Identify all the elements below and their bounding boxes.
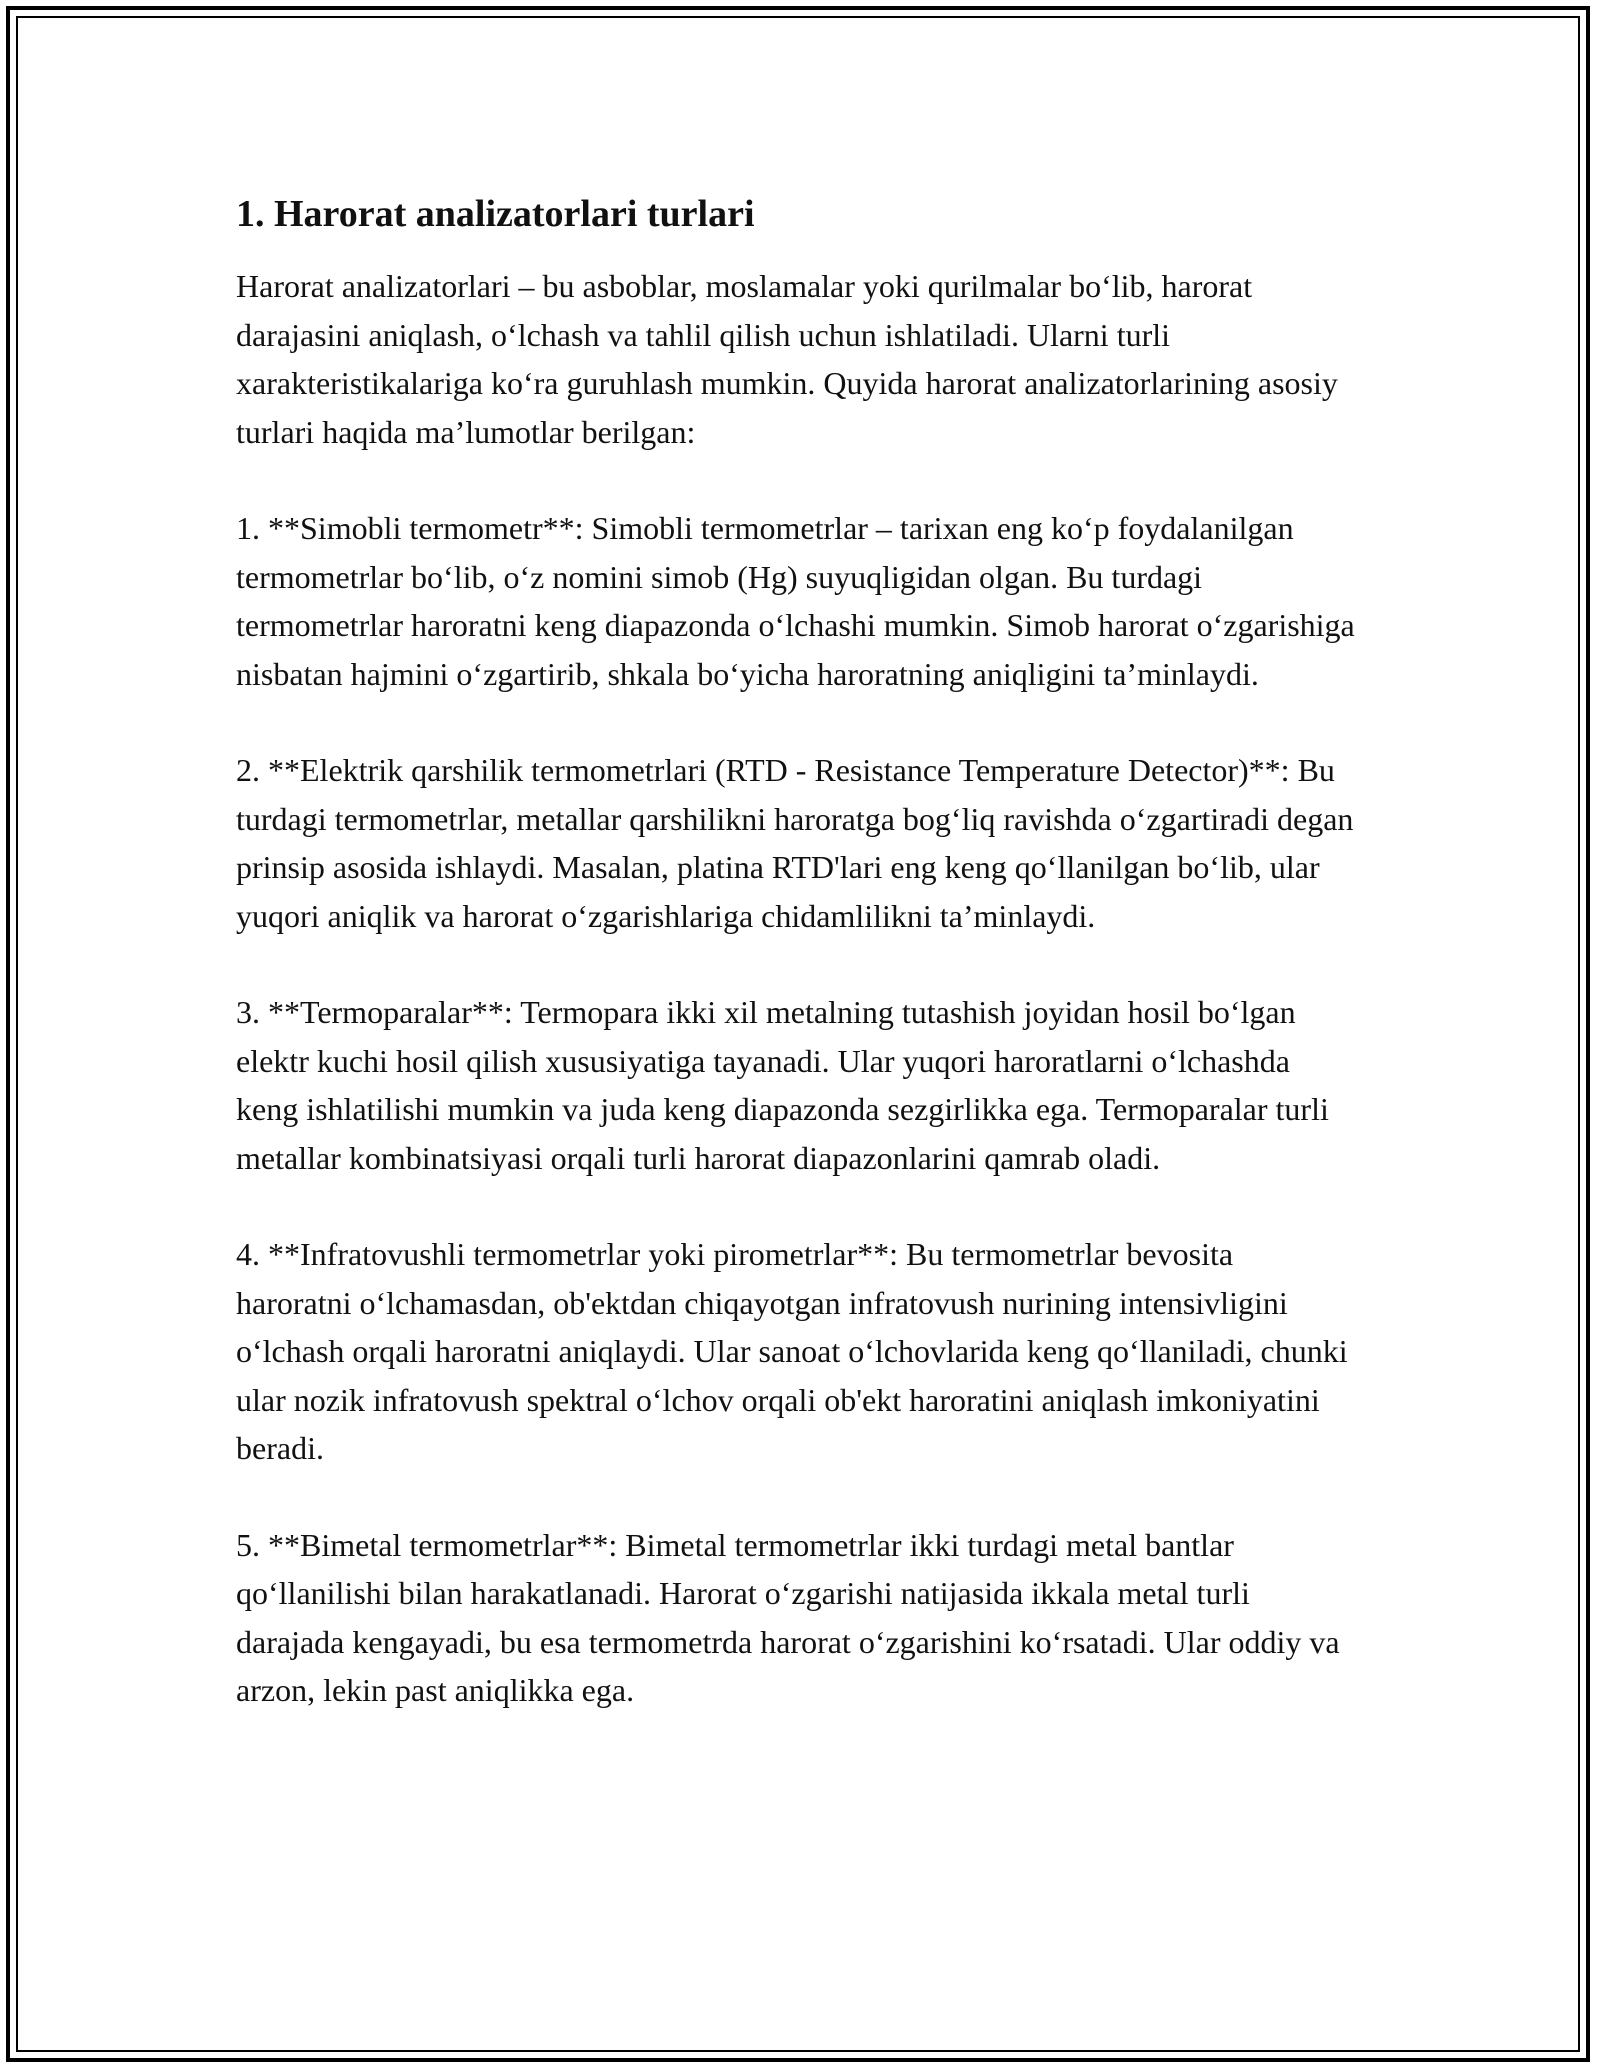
section-heading: 1. Harorat analizatorlari turlari <box>236 193 755 235</box>
list-item-bimetal-thermometers: 5. **Bimetal termometrlar**: Bimetal termometrlar ikki turdagi metal bantlar qo‘llanilishi bilan harakatlanadi. Harorat o‘zgarishi natijasida ikkala metal turli darajada kengayadi, bu esa termometrda harorat o‘zgarishini ko‘rsatadi. Ular oddiy va arzon, lekin past aniqlikka ega. <box>236 1526 1340 1708</box>
list-item-pyrometers: 4. **Infratovushli termometrlar yoki pirometrlar**: Bu termometrlar bevosita haroratni o‘lchamasdan, ob'ektdan chiqayotgan infratovush nurining intensivligini o‘lchash orqali haroratni aniqlaydi. Ular sanoat o‘lchovlarida keng qo‘llaniladi, chunki ular nozik infratovush spektral o‘lchov orqali ob'ekt haroratini aniqlash imkoniyatini beradi. <box>236 1236 1348 1466</box>
intro-paragraph: Harorat analizatorlari – bu asboblar, moslamalar yoki qurilmalar bo‘lib, harorat darajasini aniqlash, o‘lchash va tahlil qilish uchun ishlatiladi. Ularni turli xarakteristikalariga ko‘ra guruhlash mumkin. Quyida harorat analizatorlarining asosiy turlari haqida ma’lumotlar berilgan: <box>236 268 1338 450</box>
list-item-rtd-thermometer: 2. **Elektrik qarshilik termometrlari (RTD - Resistance Temperature Detector)**: Bu turdagi termometrlar, metallar qarshilikni haroratga bog‘liq ravishda o‘zgartiradi degan prinsip asosida ishlaydi. Masalan, platina RTD'lari eng keng qo‘llanilgan bo‘lib, ular yuqori aniqlik va harorat o‘zgarishlariga chidamlilikni ta’minlaydi. <box>236 752 1354 934</box>
list-item-thermocouples: 3. **Termoparalar**: Termopara ikki xil metalning tutashish joyidan hosil bo‘lgan elektr kuchi hosil qilish xususiyatiga tayanadi. Ular yuqori haroratlarni o‘lchashda keng ishlatilishi mumkin va juda keng diapazonda sezgirlikka ega. Termoparalar turli metallar kombinatsiyasi orqali turli harorat diapazonlarini qamrab oladi. <box>236 994 1329 1176</box>
list-item-mercury-thermometer: 1. **Simobli termometr**: Simobli termometrlar – tarixan eng ko‘p foydalanilgan termometrlar bo‘lib, o‘z nomini simob (Hg) suyuqligidan olgan. Bu turdagi termometrlar haroratni keng diapazonda o‘lchashi mumkin. Simob harorat o‘zgarishiga nisbatan hajmini o‘zgartirib, shkala bo‘yicha haroratning aniqligini ta’minlaydi. <box>236 510 1355 692</box>
document-body <box>236 186 1356 1715</box>
